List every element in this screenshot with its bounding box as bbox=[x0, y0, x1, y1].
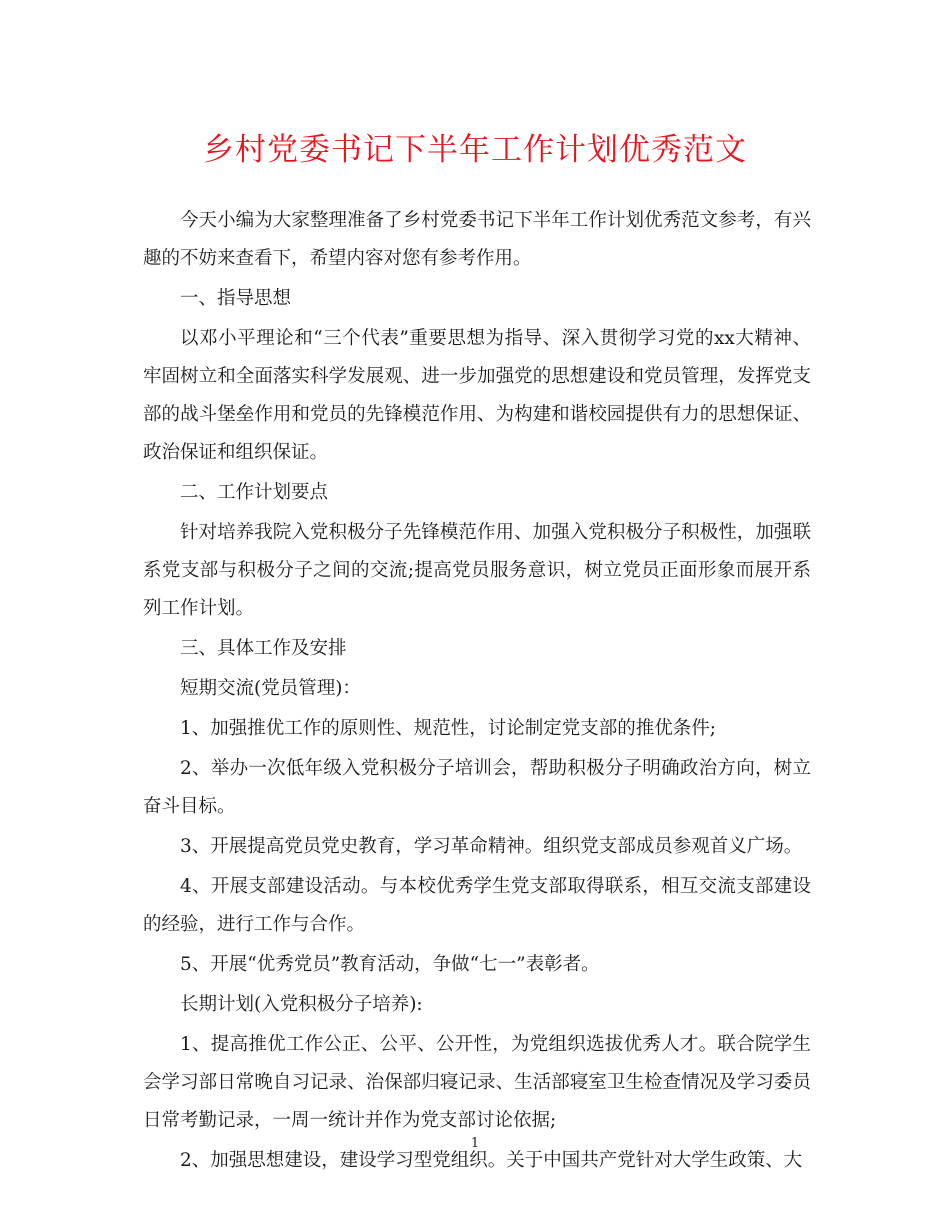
list-item-long-2: 2、加强思想建设，建设学习型党组织。关于中国共产党针对大学生政策、大 bbox=[180, 1150, 803, 1171]
document-title: 乡村党委书记下半年工作计划优秀范文 bbox=[203, 132, 747, 168]
subheading-short-term: 短期交流(党员管理)： bbox=[180, 678, 361, 699]
list-item-short-5: 5、开展“优秀党员”教育活动，争做“七一”表彰者。 bbox=[180, 954, 600, 975]
list-item-short-2: 2、举办一次低年级入党积极分子培训会，帮助积极分子明确政治方向，树立奋斗目标。 bbox=[143, 758, 811, 817]
paragraph-plan-points: 针对培养我院入党积极分子先锋模范作用、加强入党积极分子积极性，加强联系党支部与积极分子之间的交流;提高党员服务意识，树立党员正面形象而展开系列工作计划。 bbox=[143, 522, 811, 619]
list-item-short-4: 4、开展支部建设活动。与本校优秀学生党支部取得联系，相互交流支部建设的经验，进行工作与合作。 bbox=[143, 876, 811, 935]
subheading-long-term: 长期计划(入党积极分子培养): bbox=[180, 994, 423, 1015]
section-heading-guiding-ideology: 一、指导思想 bbox=[180, 288, 292, 309]
page-number: 1 bbox=[470, 1136, 480, 1151]
list-item-long-1: 1、提高推优工作公正、公平、公开性，为党组织选拔优秀人才。联合院学生会学习部日常晚自习记录、治保部归寝记录、生活部寝室卫生检查情况及学习委员日常考勤记录，一周一统计并作为党支部讨论依据; bbox=[143, 1034, 811, 1131]
list-item-short-1: 1、加强推优工作的原则性、规范性，讨论制定党支部的推优条件; bbox=[180, 718, 717, 739]
document-body bbox=[143, 202, 811, 1182]
paragraph-intro: 今天小编为大家整理准备了乡村党委书记下半年工作计划优秀范文参考，有兴趣的不妨来查看下，希望内容对您有参考作用。 bbox=[143, 210, 811, 269]
list-item-short-3: 3、开展提高党员党史教育，学习革命精神。组织党支部成员参观首义广场。 bbox=[180, 836, 803, 857]
section-heading-arrangements: 三、具体工作及安排 bbox=[180, 638, 347, 659]
paragraph-guiding-ideology: 以邓小平理论和“三个代表”重要思想为指导、深入贯彻学习党的xx大精神、牢固树立和全面落实科学发展观、进一步加强党的思想建设和党员管理，发挥党支部的战斗堡垒作用和党员的先锋模范作用、为构建和谐校园提供有力的思想保证、政治保证和组织保证。 bbox=[143, 328, 811, 463]
section-heading-plan-points: 二、工作计划要点 bbox=[180, 482, 329, 503]
